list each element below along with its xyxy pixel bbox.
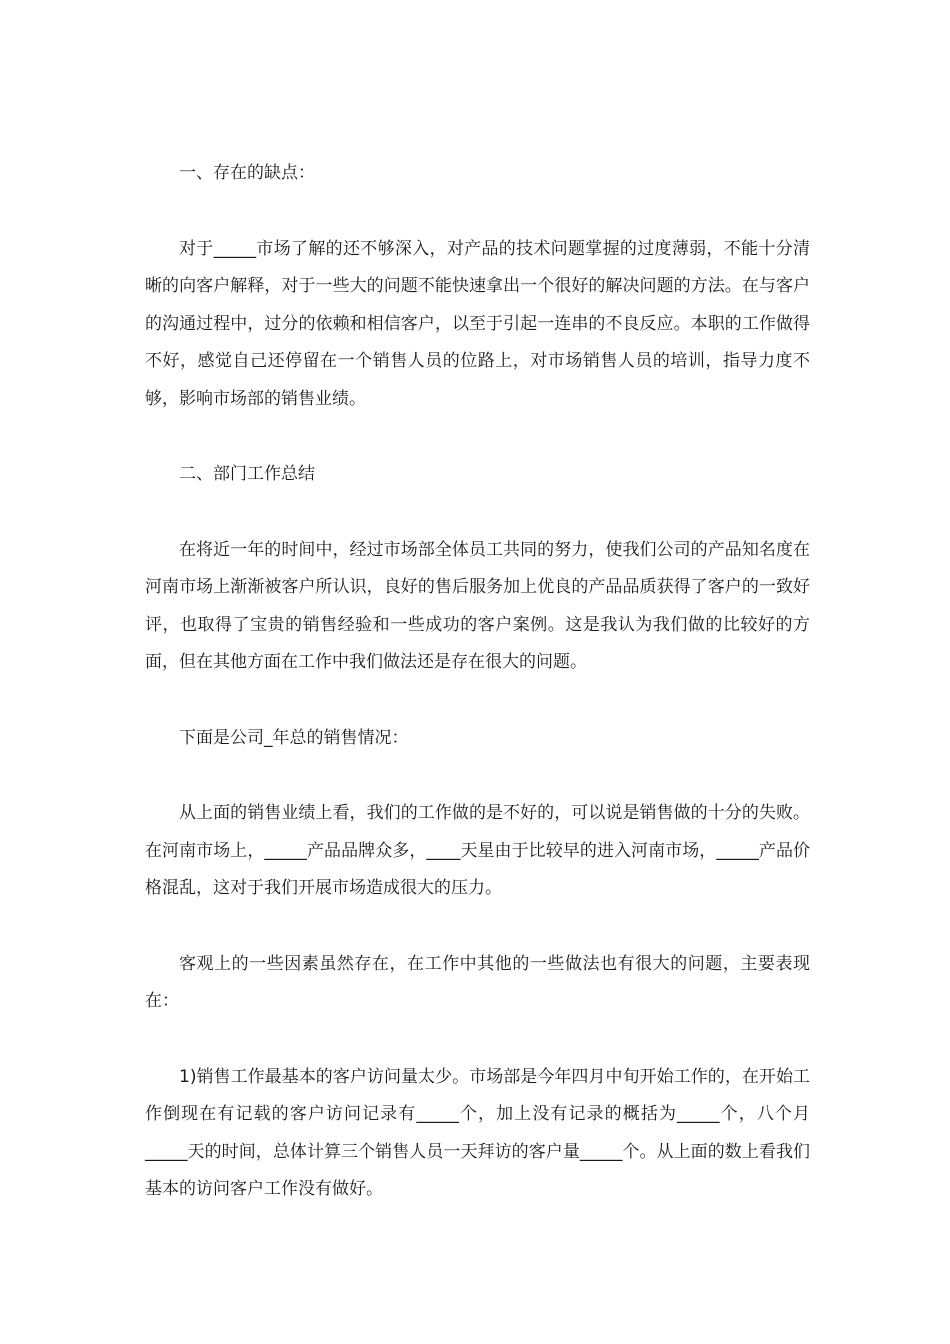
paragraph-point-1: 1)销售工作最基本的客户访问量太少。市场部是今年四月中旬开始工作的，在开始工作倒现在有记载的客户访问记录有_____个，加上没有记录的概括为_____个，八个月_____天的时间，总体计算三个销售人员一天拜访的客户量_____个。从上面的数上看我们基本的访问客户工作没有做好。: [145, 1066, 810, 1199]
section-heading-shortcomings: 一、存在的缺点：: [179, 163, 315, 183]
document-body: [145, 155, 810, 1209]
section-heading-department-summary: 二、部门工作总结: [179, 464, 315, 484]
paragraph-sales-intro: 下面是公司_年总的销售情况：: [179, 727, 409, 748]
paragraph-gap: [145, 908, 810, 946]
paragraph-department-summary: 在将近一年的时间中，经过市场部全体员工共同的努力，使我们公司的产品知名度在河南市场上渐渐被客户所认识，良好的售后服务加上优良的产品品质获得了客户的一致好评，也取得了宝贵的销售经验和一些成功的客户案例。这是我认为我们做的比较好的方面，但在其他方面在工作中我们做法还是存在很大的问题。: [145, 539, 810, 672]
paragraph-gap: [145, 418, 810, 456]
paragraph-objective-factors: 客观上的一些因素虽然存在，在工作中其他的一些做法也有很大的问题，主要表现在：: [145, 953, 810, 1011]
paragraph-sales-performance: 从上面的销售业绩上看，我们的工作做的是不好的，可以说是销售做的十分的失败。在河南市场上，_____产品品牌众多，____天星由于比较早的进入河南市场，_____产品价格混乱，这对于我们开展市场造成很大的压力。: [145, 803, 810, 898]
paragraph-gap: [145, 193, 810, 231]
paragraph-gap: [145, 682, 810, 720]
paragraph-gap: [145, 494, 810, 532]
paragraph-shortcomings: 对于_____市场了解的还不够深入，对产品的技术问题掌握的过度薄弱，不能十分清晰的向客户解释，对于一些大的问题不能快速拿出一个很好的解决问题的方法。在与客户的沟通过程中，过分的依赖和相信客户，以至于引起一连串的不良反应。本职的工作做得不好，感觉自己还停留在一个销售人员的位路上，对市场销售人员的培训，指导力度不够，影响市场部的销售业绩。: [145, 238, 810, 409]
paragraph-gap: [145, 1021, 810, 1059]
paragraph-gap: [145, 757, 810, 795]
